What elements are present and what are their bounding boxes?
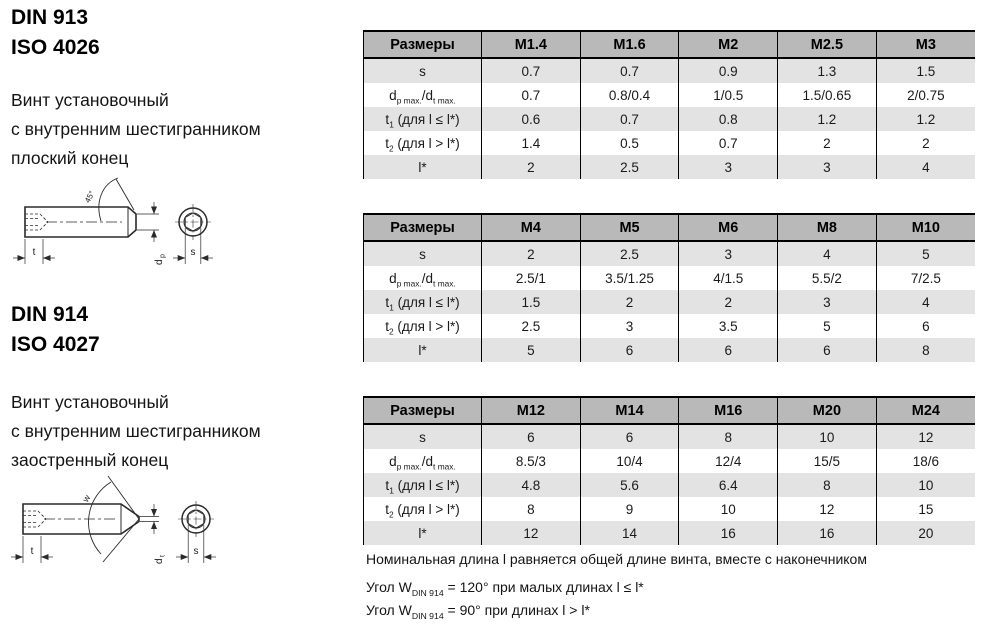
standard-heading-din913: [11, 3, 100, 63]
value-cell: 2: [482, 241, 581, 266]
value-cell: 10: [778, 424, 877, 449]
value-cell: 1.2: [916, 111, 936, 127]
row-label: l*: [364, 338, 482, 362]
row-label: $t_2$ (для l > l*): [364, 314, 482, 338]
value-cell: 3.5: [679, 314, 778, 338]
dimension-dp: [137, 202, 159, 242]
value-cell: 9: [580, 497, 679, 521]
size-header: M6: [679, 214, 778, 241]
value-cell: 1.5: [482, 290, 581, 314]
row-label: $t_1$ (для l ≤ l*): [364, 107, 482, 131]
size-header: M1.6: [580, 31, 679, 58]
size-header: M1.4: [482, 31, 581, 58]
description-line: Винт установочный: [11, 392, 169, 412]
value-cell: 2/0.75: [907, 87, 945, 103]
value-cell: 6: [580, 338, 679, 362]
value-cell: 2: [679, 290, 778, 314]
size-header: M2.5: [778, 31, 877, 58]
value-cell: 15: [918, 501, 934, 517]
s-dimension-label: s: [193, 546, 199, 557]
value-cell: 8: [679, 424, 778, 449]
svg-text:d: d: [154, 558, 165, 564]
value-cell: 16: [778, 521, 877, 545]
value-cell: 2.5: [482, 314, 581, 338]
value-cell: 7/2.5: [910, 270, 941, 286]
value-cell: 2: [922, 135, 930, 151]
value-cell: 0.7: [580, 58, 679, 83]
value-cell: 8: [778, 473, 877, 497]
dt-dimension-label: [154, 555, 167, 564]
value-cell: 0.8: [679, 107, 778, 131]
sizes-column-header: Размеры: [364, 397, 482, 424]
dp-dimension-label: [154, 254, 167, 265]
size-header: M3: [876, 31, 975, 58]
row-label: $t_2$ (для l > l*): [364, 497, 482, 521]
table-row: [364, 497, 976, 521]
value-cell: 15/5: [778, 449, 877, 473]
din914-technical-drawing: [8, 466, 236, 574]
value-cell: 6: [778, 338, 877, 362]
hex-socket-hidden-lines: [25, 214, 48, 230]
size-header: M8: [778, 214, 877, 241]
value-cell: 8: [922, 342, 930, 358]
value-cell: 4.8: [482, 473, 581, 497]
value-cell: 1.5/0.65: [778, 83, 877, 107]
value-cell: 5.6: [580, 473, 679, 497]
row-label: s: [364, 241, 482, 266]
value-cell: 6: [580, 424, 679, 449]
table-row: [364, 131, 976, 155]
t-dimension-label: t: [30, 546, 34, 557]
description-din913: [11, 86, 261, 173]
size-header: M16: [679, 397, 778, 424]
value-cell: 0.9: [679, 58, 778, 83]
value-cell: 5.5/2: [778, 266, 877, 290]
value-cell: 2: [482, 155, 581, 179]
value-cell: 3: [679, 155, 778, 179]
description-line: с внутренним шестигранником: [11, 119, 261, 139]
table-header-row: [364, 31, 976, 58]
din913-technical-drawing: [10, 171, 230, 271]
size-header: M10: [876, 214, 975, 241]
table-row: [364, 107, 976, 131]
value-cell: 2: [580, 290, 679, 314]
din913-title: DIN 913: [11, 6, 89, 29]
table-row: [364, 338, 976, 362]
value-cell: 3: [679, 241, 778, 266]
iso4027-title: ISO 4027: [11, 333, 100, 356]
value-cell: 6: [482, 424, 581, 449]
value-cell: 12/4: [679, 449, 778, 473]
row-label: $t_1$ (для l ≤ l*): [364, 290, 482, 314]
value-cell: 8.5/3: [482, 449, 581, 473]
value-cell: 4: [922, 159, 930, 175]
value-cell: 3: [778, 290, 877, 314]
description-din914: [11, 388, 261, 475]
svg-text:t: t: [159, 555, 167, 557]
value-cell: 0.6: [482, 107, 581, 131]
sizes-column-header: Размеры: [364, 31, 482, 58]
value-cell: 12: [482, 521, 581, 545]
value-cell: 3: [580, 314, 679, 338]
value-cell: 12: [778, 497, 877, 521]
description-line: с внутренним шестигранником: [11, 421, 261, 441]
cone-angle-label: w: [80, 493, 93, 504]
note-angle-120: Угол $W_{DIN 914} = 120^\circ$ при малых длинах l ≤ l*: [366, 579, 644, 598]
value-cell: 1.5: [916, 63, 936, 79]
value-cell: 4/1.5: [679, 266, 778, 290]
dimension-dt: [140, 504, 159, 534]
value-cell: 6: [679, 338, 778, 362]
hex-socket-hidden-lines: [23, 511, 46, 527]
row-label: l*: [364, 155, 482, 179]
size-header: M20: [778, 397, 877, 424]
dimension-s: [176, 525, 216, 563]
value-cell: 4: [778, 241, 877, 266]
end-view: [178, 501, 214, 537]
value-cell: 4: [922, 294, 930, 310]
row-label: $d_{p max.}/d_{t max.}$: [364, 449, 482, 473]
table-header-row: [364, 397, 976, 424]
value-cell: 12: [918, 429, 934, 445]
row-label: $d_{p max.}/d_{t max.}$: [364, 266, 482, 290]
value-cell: 2.5: [580, 155, 679, 179]
table-row: [364, 521, 976, 545]
value-cell: 3.5/1.25: [580, 266, 679, 290]
row-label: l*: [364, 521, 482, 545]
table-row: [364, 424, 976, 449]
value-cell: 10: [918, 477, 934, 493]
dimension-table-m12-m24: [363, 396, 975, 545]
description-line: Винт установочный: [11, 90, 169, 110]
row-label: s: [364, 424, 482, 449]
value-cell: 20: [918, 525, 934, 541]
value-cell: 0.7: [482, 58, 581, 83]
note-angle-90: Угол $W_{DIN 914} = 90^\circ$ при длинах l > l*: [366, 602, 590, 621]
note-nominal-length: Номинальная длина l равняется общей длине винта, вместе с наконечником: [366, 551, 867, 567]
s-dimension-label: s: [190, 247, 196, 258]
value-cell: 6.4: [679, 473, 778, 497]
standard-heading-din914: [11, 300, 100, 360]
table-row: [364, 83, 976, 107]
row-label: s: [364, 58, 482, 83]
table-row: [364, 449, 976, 473]
value-cell: 1.4: [482, 131, 581, 155]
table-header-row: [364, 214, 976, 241]
dimension-table-m1_4-m3: [363, 30, 975, 179]
end-view: [175, 204, 211, 240]
value-cell: 2.5: [580, 241, 679, 266]
chamfer-leader-line: [116, 179, 134, 210]
value-cell: 5: [482, 338, 581, 362]
size-header: M14: [580, 397, 679, 424]
size-header: M12: [482, 397, 581, 424]
row-label: $d_{p max.}/d_{t max.}$: [364, 83, 482, 107]
value-cell: 16: [679, 521, 778, 545]
svg-text:p: p: [159, 254, 167, 258]
value-cell: 5: [922, 246, 930, 262]
cone-angle-arc: [89, 482, 111, 554]
description-line: плоский конец: [11, 148, 129, 168]
size-header: M5: [580, 214, 679, 241]
chamfer-angle-label: 45°: [82, 189, 97, 205]
value-cell: 5: [778, 314, 877, 338]
value-cell: 3: [778, 155, 877, 179]
value-cell: 10/4: [580, 449, 679, 473]
size-header: M4: [482, 214, 581, 241]
table-row: [364, 290, 976, 314]
value-cell: 2.5/1: [482, 266, 581, 290]
dimension-table-m4-m10: [363, 213, 975, 362]
t-dimension-label: t: [32, 247, 36, 258]
row-label: $t_1$ (для l ≤ l*): [364, 473, 482, 497]
value-cell: 0.7: [580, 107, 679, 131]
chamfer-angle-arc: [99, 178, 118, 221]
value-cell: 14: [580, 521, 679, 545]
value-cell: 18/6: [912, 453, 940, 469]
iso4026-title: ISO 4026: [11, 36, 100, 59]
description-line: заостренный конец: [11, 450, 169, 470]
table-row: [364, 266, 976, 290]
svg-text:d: d: [154, 259, 165, 265]
value-cell: 1.3: [778, 58, 877, 83]
value-cell: 0.8/0.4: [580, 83, 679, 107]
sizes-column-header: Размеры: [364, 214, 482, 241]
value-cell: 2: [778, 131, 877, 155]
row-label: $t_2$ (для l > l*): [364, 131, 482, 155]
value-cell: 10: [679, 497, 778, 521]
table-row: [364, 155, 976, 179]
value-cell: 8: [482, 497, 581, 521]
table-row: [364, 314, 976, 338]
value-cell: 0.7: [482, 83, 581, 107]
dimension-s: [173, 228, 213, 264]
size-header: M24: [876, 397, 975, 424]
table-row: [364, 58, 976, 83]
value-cell: 6: [922, 318, 930, 334]
value-cell: 0.7: [679, 131, 778, 155]
table-row: [364, 241, 976, 266]
din914-title: DIN 914: [11, 303, 89, 326]
table-row: [364, 473, 976, 497]
value-cell: 1/0.5: [679, 83, 778, 107]
value-cell: 1.2: [778, 107, 877, 131]
size-header: M2: [679, 31, 778, 58]
value-cell: 0.5: [580, 131, 679, 155]
